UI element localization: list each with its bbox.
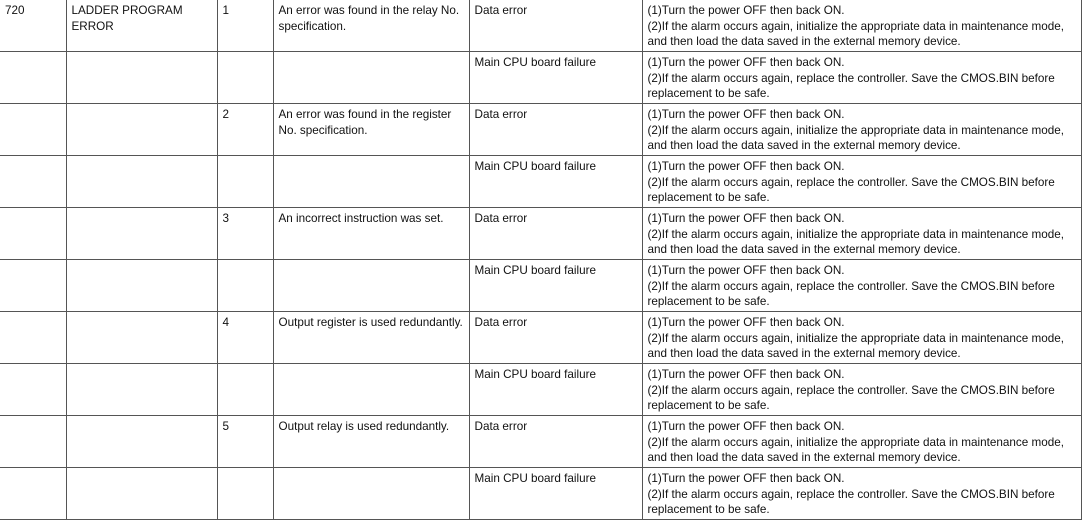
remedy-text: (1)Turn the power OFF then back ON. (2)If the alarm occurs again, replace the controller. Save the CMOS.BIN before replacement to be safe.: [647, 56, 1055, 101]
sub-code-cell: [217, 312, 273, 364]
table-row: [0, 416, 1081, 468]
cause-text: Data error: [474, 108, 528, 121]
remedy-text: (1)Turn the power OFF then back ON. (2)If the alarm occurs again, initialize the appropriate data in maintenance mode, and then load the data saved in the external memory device.: [647, 212, 1064, 257]
description-text: An error was found in the register No. specification.: [278, 108, 452, 137]
description-cell: [273, 312, 469, 364]
sub-code-cell: [217, 104, 273, 156]
table-row: [0, 104, 1081, 156]
description-cell: [273, 416, 469, 468]
remedy-text: (1)Turn the power OFF then back ON. (2)If the alarm occurs again, replace the controller. Save the CMOS.BIN before replacement to be safe.: [647, 472, 1055, 517]
remedy-text: (1)Turn the power OFF then back ON. (2)If the alarm occurs again, initialize the appropriate data in maintenance mode, and then load the data saved in the external memory device.: [647, 4, 1064, 49]
description-cell: [273, 260, 469, 312]
remedy-cell: [642, 0, 1081, 52]
table-row: [0, 0, 1081, 52]
cause-cell: [469, 52, 642, 104]
remedy-cell: [642, 364, 1081, 416]
alarm-code-cell: [0, 260, 66, 312]
remedy-text: (1)Turn the power OFF then back ON. (2)If the alarm occurs again, initialize the appropriate data in maintenance mode, and then load the data saved in the external memory device.: [647, 108, 1064, 153]
table-row: [0, 156, 1081, 208]
description-text: Output register is used redundantly.: [278, 316, 463, 329]
alarm-message-cell: [66, 468, 217, 520]
alarm-message-cell: [66, 52, 217, 104]
table-row: [0, 52, 1081, 104]
alarm-code-cell: [0, 364, 66, 416]
cause-cell: [469, 156, 642, 208]
alarm-code-cell: [0, 104, 66, 156]
cause-cell: [469, 468, 642, 520]
table-row: [0, 468, 1081, 520]
description-cell: [273, 0, 469, 52]
alarm-message-cell: [66, 104, 217, 156]
cause-cell: [469, 416, 642, 468]
sub-code-cell: [217, 364, 273, 416]
cause-text: Data error: [474, 212, 528, 225]
table-row: [0, 208, 1081, 260]
cause-text: Data error: [474, 4, 528, 17]
alarm-code-cell: [0, 312, 66, 364]
cause-text: Main CPU board failure: [474, 264, 596, 277]
remedy-cell: [642, 416, 1081, 468]
description-text: An error was found in the relay No. specification.: [278, 4, 460, 33]
alarm-message-cell: [66, 156, 217, 208]
description-cell: [273, 52, 469, 104]
remedy-cell: [642, 260, 1081, 312]
sub-code-cell: [217, 260, 273, 312]
remedy-cell: [642, 468, 1081, 520]
cause-text: Data error: [474, 316, 528, 329]
sub-code-cell: [217, 208, 273, 260]
alarm-message-cell: [66, 364, 217, 416]
alarm-code-cell: [0, 0, 66, 52]
cause-text: Main CPU board failure: [474, 160, 596, 173]
sub-code-text: 1: [222, 4, 230, 17]
sub-code-cell: [217, 52, 273, 104]
sub-code-cell: [217, 468, 273, 520]
description-text: Output relay is used redundantly.: [278, 420, 450, 433]
alarm-code-cell: [0, 416, 66, 468]
remedy-cell: [642, 156, 1081, 208]
sub-code-text: 3: [222, 212, 230, 225]
remedy-text: (1)Turn the power OFF then back ON. (2)If the alarm occurs again, replace the controller. Save the CMOS.BIN before replacement to be safe.: [647, 264, 1055, 309]
cause-cell: [469, 208, 642, 260]
description-cell: [273, 468, 469, 520]
cause-cell: [469, 0, 642, 52]
remedy-cell: [642, 312, 1081, 364]
description-cell: [273, 156, 469, 208]
description-cell: [273, 364, 469, 416]
alarm-code-cell: [0, 156, 66, 208]
description-cell: [273, 104, 469, 156]
table-row: [0, 260, 1081, 312]
cause-cell: [469, 364, 642, 416]
remedy-cell: [642, 208, 1081, 260]
alarm-code-cell: [0, 208, 66, 260]
alarm-message-cell: [66, 260, 217, 312]
alarm-message-cell: [66, 416, 217, 468]
cause-text: Main CPU board failure: [474, 368, 596, 381]
table-row: [0, 364, 1081, 416]
sub-code-text: 4: [222, 316, 230, 329]
cause-text: Data error: [474, 420, 528, 433]
sub-code-cell: [217, 416, 273, 468]
sub-code-text: 2: [222, 108, 230, 121]
remedy-text: (1)Turn the power OFF then back ON. (2)If the alarm occurs again, replace the controller. Save the CMOS.BIN before replacement to be safe.: [647, 160, 1055, 205]
cause-text: Main CPU board failure: [474, 472, 596, 485]
alarm-message-cell: [66, 312, 217, 364]
table-row: [0, 312, 1081, 364]
alarm-message-cell: [66, 0, 217, 52]
cause-text: Main CPU board failure: [474, 56, 596, 69]
remedy-text: (1)Turn the power OFF then back ON. (2)If the alarm occurs again, replace the controller. Save the CMOS.BIN before replacement to be safe.: [647, 368, 1055, 413]
cause-cell: [469, 260, 642, 312]
alarm-message-cell: [66, 208, 217, 260]
remedy-text: (1)Turn the power OFF then back ON. (2)If the alarm occurs again, initialize the appropriate data in maintenance mode, and then load the data saved in the external memory device.: [647, 316, 1064, 361]
sub-code-text: 5: [222, 420, 230, 433]
alarm-code-cell: [0, 468, 66, 520]
remedy-text: (1)Turn the power OFF then back ON. (2)If the alarm occurs again, initialize the appropriate data in maintenance mode, and then load the data saved in the external memory device.: [647, 420, 1064, 465]
remedy-cell: [642, 104, 1081, 156]
alarm-code-text: 720: [5, 4, 25, 17]
alarm-message-text: LADDER PROGRAM ERROR: [71, 4, 183, 33]
sub-code-cell: [217, 156, 273, 208]
cause-cell: [469, 312, 642, 364]
cause-cell: [469, 104, 642, 156]
description-text: An incorrect instruction was set.: [278, 212, 444, 225]
description-cell: [273, 208, 469, 260]
alarm-code-cell: [0, 52, 66, 104]
sub-code-cell: [217, 0, 273, 52]
remedy-cell: [642, 52, 1081, 104]
